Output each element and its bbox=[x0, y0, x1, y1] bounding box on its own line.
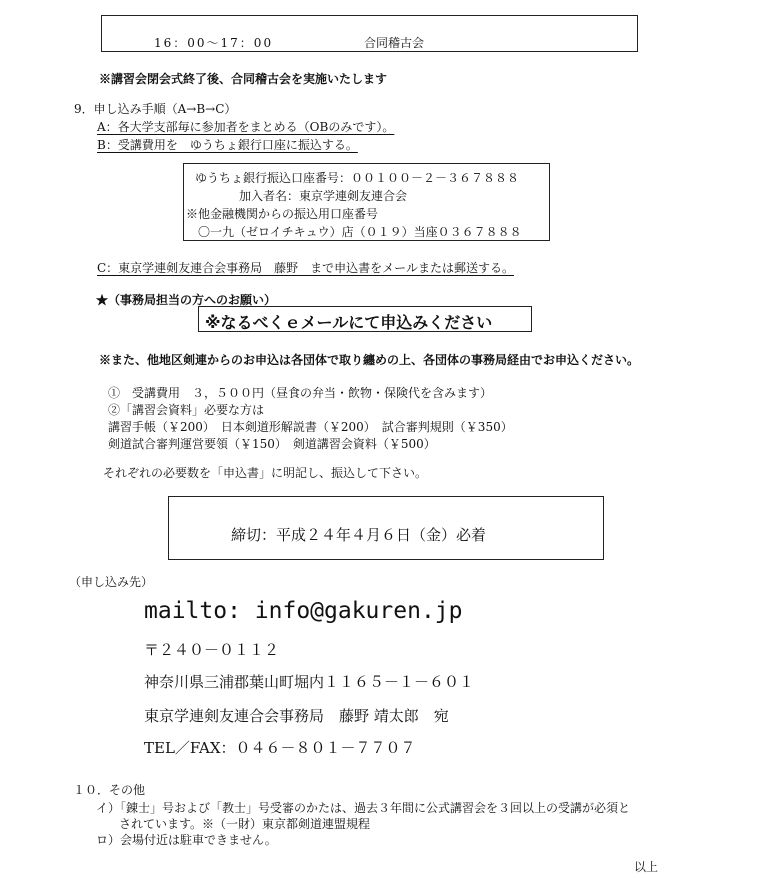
email-request-box bbox=[198, 306, 532, 332]
section10-item-i-line2: されています。※（一財）東京都剣道連盟規程 bbox=[119, 817, 371, 831]
bank-branch-account: 〇一九（ゼロイチキュウ）店（０１９）当座０３６７８８８ bbox=[198, 225, 522, 239]
schedule-time: 16：00～17：00 bbox=[154, 36, 274, 50]
step-c: C：東京学連剣友連合会事務局 藤野 まで申込書をメールまたは郵送する。 bbox=[97, 261, 514, 275]
contact-heading: （申し込み先） bbox=[69, 575, 154, 589]
bank-account-holder: 加入者名：東京学連剣友連合会 bbox=[239, 189, 408, 203]
section10-heading: １０．その他 bbox=[73, 783, 146, 797]
fee-line5: それぞれの必要数を「申込書」に明記し、振込して下さい。 bbox=[103, 466, 428, 480]
section10-item-i-line1: イ）「錬士」号および「教士」号受審のかたは、過去３年間に公式講習会を３回以上の受講が必須と bbox=[96, 801, 631, 815]
section10-item-ro: ロ）会場付近は駐車できません。 bbox=[96, 833, 277, 847]
deadline-text: 締切：平成２４年４月６日（金）必着 bbox=[231, 526, 487, 544]
bank-account-number: ゆうちょ銀行振込口座番号：００１００－２－３６７８８８ bbox=[195, 171, 520, 185]
contact-postal: 〒２４０－０１１２ bbox=[144, 641, 280, 659]
fee-line3: 講習手帳（￥200） 日本剣道形解説書（￥200） 試合審判規則（￥350） bbox=[108, 420, 513, 434]
step-a: A：各大学支部毎に参加者をまとめる（OBのみです）。 bbox=[97, 120, 395, 134]
fee-line2: ②「講習会資料」必要な方は bbox=[108, 403, 265, 417]
contact-address: 神奈川県三浦郡葉山町堀内１１６５－１－６０１ bbox=[144, 673, 475, 691]
schedule-box bbox=[101, 15, 638, 52]
section9-heading: 9．申し込み手順（A→B→C） bbox=[74, 102, 237, 116]
bank-info-box bbox=[183, 163, 550, 241]
closing-word: 以上 bbox=[634, 860, 659, 874]
fee-line1: ① 受講費用 ３，５００円（昼食の弁当・飲物・保険代を含みます） bbox=[108, 386, 493, 400]
step-b: B：受講費用を ゆうちょ銀行口座に振込する。 bbox=[97, 138, 358, 152]
contact-office: 東京学連剣友連合会事務局 藤野 靖太郎 宛 bbox=[144, 707, 449, 725]
bank-other-note: ※他金融機関からの振込用口座番号 bbox=[186, 207, 379, 221]
fee-line4: 剣道試合審判運営要領（￥150） 剣道講習会資料（￥500） bbox=[108, 437, 436, 451]
closing-note: ※講習会閉会式終了後、合同稽古会を実施いたします bbox=[99, 72, 388, 86]
email-request-text: ※なるべくｅメールにて申込みください bbox=[205, 313, 493, 332]
deadline-box bbox=[168, 496, 604, 560]
request-heading: ★（事務局担当の方へのお願い） bbox=[96, 293, 277, 307]
schedule-label: 合同稽古会 bbox=[364, 36, 425, 50]
contact-mailto[interactable]: mailto: info@gakuren.jp bbox=[144, 598, 463, 624]
other-region-note: ※また、他地区剣連からのお申込は各団体で取り纏めの上、各団体の事務局経由でお申込ください。 bbox=[99, 353, 640, 367]
contact-tel: TEL／FAX：０４６－８０１－７７０７ bbox=[144, 739, 416, 757]
